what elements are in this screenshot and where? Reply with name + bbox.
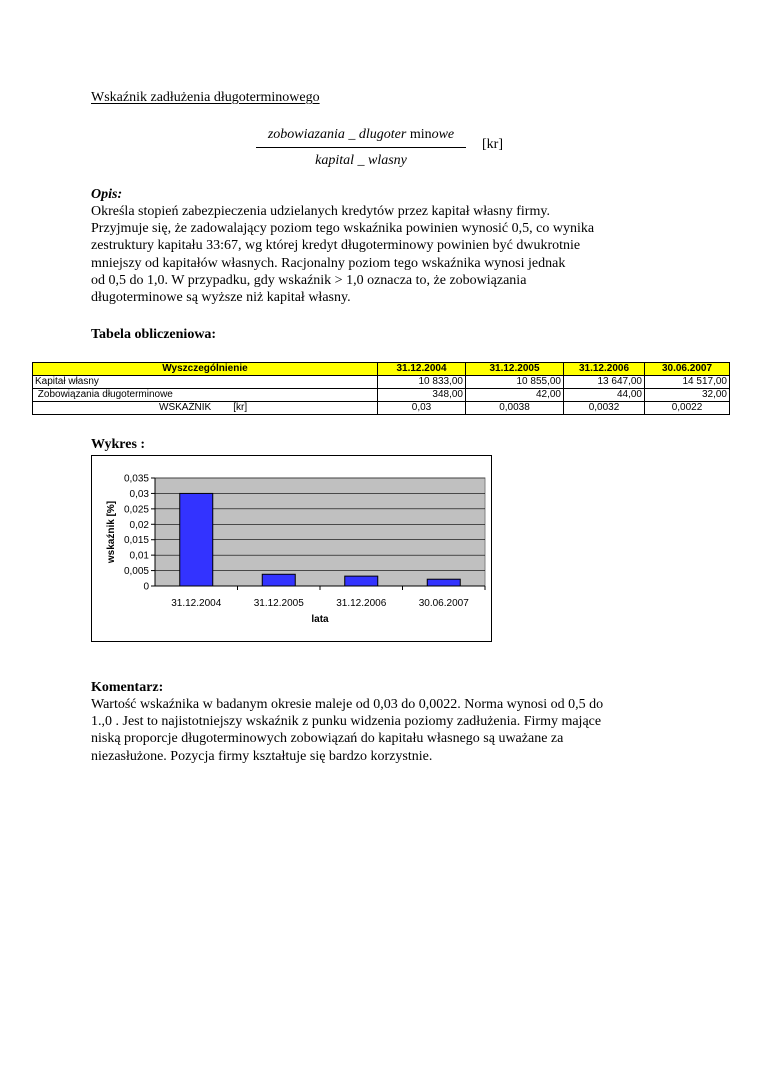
chart-container (91, 455, 492, 642)
table-row-indicator (33, 402, 730, 415)
x-tick-label: 30.06.2007 (418, 598, 469, 609)
table-header: Wyszczególnienie (33, 363, 378, 376)
x-axis-label: lata (311, 614, 329, 625)
komentarz-line: niską proporcje długoterminowych zobowiązań do kapitału własnego są uważane za (91, 731, 564, 747)
komentarz-line: niezasłużone. Pozycja firmy kształtuje się bardzo korzystnie. (91, 748, 433, 764)
table-header-row (33, 363, 730, 376)
x-tick-label: 31.12.2004 (171, 598, 222, 609)
opis-line: zestruktury kapitału 33:67, wg której kredyt długoterminowy powinien być dwukrotnie (91, 238, 581, 254)
indicator-value: 0,0038 (466, 402, 564, 415)
y-tick-label: 0,03 (129, 488, 149, 500)
table-cell: 42,00 (466, 389, 564, 402)
table-header: 31.12.2004 (378, 363, 466, 376)
table-header: 31.12.2006 (564, 363, 645, 376)
table-header: 31.12.2005 (466, 363, 564, 376)
formula (256, 127, 466, 169)
table-cell: 14 517,00 (645, 376, 730, 389)
y-tick-label: 0 (143, 581, 149, 593)
x-tick-label: 31.12.2006 (336, 598, 387, 609)
opis-line: Przyjmuje się, że zadowalający poziom tego wskaźnika powinien wynosić 0,5, co wynika (91, 221, 595, 237)
table-cell: 32,00 (645, 389, 730, 402)
chart-heading: Wykres : (91, 437, 146, 452)
table-cell: 10 855,00 (466, 376, 564, 389)
table-cell: 13 647,00 (564, 376, 645, 389)
y-tick-label: 0,015 (123, 535, 149, 547)
table-cell: 44,00 (564, 389, 645, 402)
komentarz-line: Wartość wskaźnika w badanym okresie maleje od 0,03 do 0,0022. Norma wynosi od 0,5 do (91, 697, 604, 712)
formula-denominator: kapital _ wlasny (315, 153, 407, 168)
opis-line: Określa stopień zabezpieczenia udzielanych kredytów przez kapitał własny firmy. (91, 204, 550, 219)
komentarz-paragraph (91, 696, 603, 765)
indicator-value: 0,03 (378, 402, 466, 415)
bar (180, 493, 213, 586)
table-cell: Zobowiązania długoterminowe (33, 389, 378, 402)
opis-line: od 0,5 do 1,0. W przypadku, gdy wskaźnik > 1,0 oznacza to, że zobowiązania (91, 272, 527, 288)
table-row (33, 389, 730, 402)
table-cell: 10 833,00 (378, 376, 466, 389)
opis-line: długoterminowe są wyższe niż kapitał własny. (91, 290, 351, 306)
indicator-value: 0,0022 (645, 402, 730, 415)
indicator-label: WSKAŹNIK (159, 402, 212, 413)
opis-paragraph (91, 203, 594, 306)
y-tick-label: 0,035 (123, 473, 149, 485)
bar (262, 574, 295, 586)
table-header: 30.06.2007 (645, 363, 730, 376)
komentarz-line: 1.,0 . Jest to najistotniejszy wskaźnik z punku widzenia poziomy zadłużenia. Firmy mające (91, 714, 602, 730)
bar (427, 579, 460, 586)
document-title: Wskaźnik zadłużenia długoterminowego (91, 90, 320, 105)
y-tick-label: 0,005 (123, 566, 149, 578)
indicator-value: 0,0032 (564, 402, 645, 415)
x-tick-label: 31.12.2005 (253, 598, 304, 609)
y-axis-label: wskaźnik [%] (106, 500, 117, 564)
opis-heading: Opis: (91, 187, 123, 202)
table-heading: Tabela obliczeniowa: (91, 327, 217, 342)
bar (345, 576, 378, 586)
bar-chart (92, 456, 491, 641)
table-cell: Kapitał własny (33, 376, 378, 389)
y-tick-label: 0,02 (129, 519, 149, 531)
opis-line: mniejszy od kapitałów własnych. Racjonalny poziom tego wskaźnika wynosi jednak (91, 255, 566, 271)
y-tick-label: 0,025 (123, 504, 149, 516)
calculation-table (32, 362, 730, 415)
indicator-unit: [kr] (233, 402, 248, 413)
y-tick-label: 0,01 (129, 550, 149, 562)
table-cell: 348,00 (378, 389, 466, 402)
formula-numerator: zobowiazania _ dlugoter minowe (267, 127, 455, 142)
formula-unit: [kr] (482, 137, 503, 152)
table-row (33, 376, 730, 389)
komentarz-heading: Komentarz: (91, 680, 164, 695)
indicator-label-cell (33, 402, 378, 415)
